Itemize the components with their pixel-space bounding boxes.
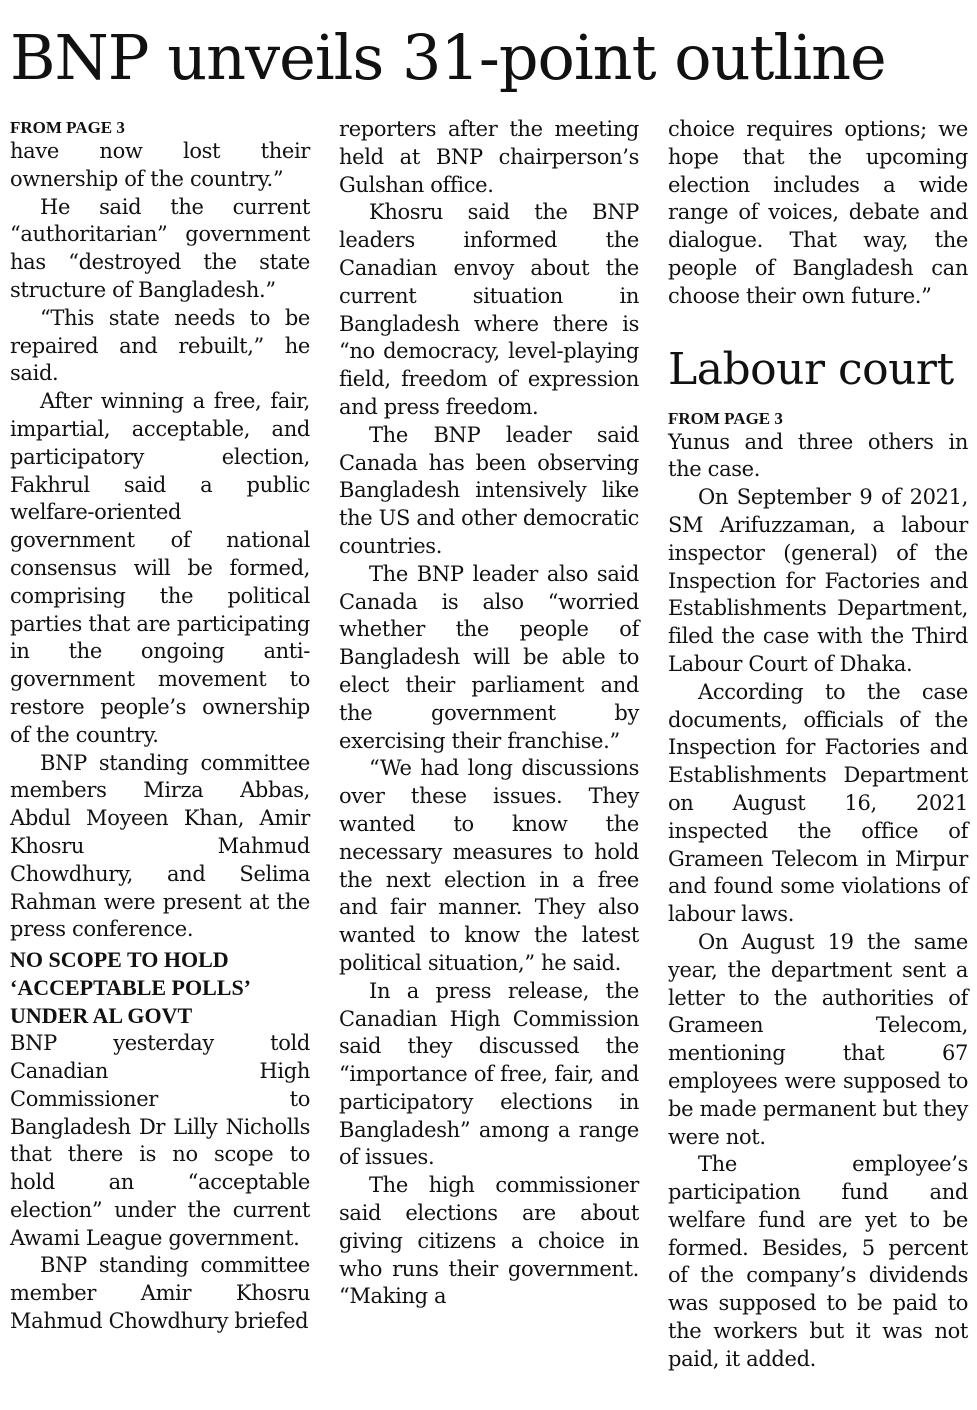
paragraph: BNP yesterday told Canadian High Commissioner to Bangladesh Dr Lilly Nicholls that there is no scope to hold an “acceptable election” under the current Awami League government. bbox=[10, 1031, 310, 1250]
paragraph: The high commissioner said elections are about giving citizens a choice in who runs their government. “Making a bbox=[339, 1173, 639, 1309]
paragraph: BNP standing committee members Mirza Abbas, Abdul Moyeen Khan, Amir Khosru Mahmud Chowdhury, and Selima Rahman were present at the press conference. bbox=[10, 750, 310, 942]
headline: BNP unveils 31-point outline bbox=[10, 21, 886, 94]
kicker-from-page: FROM PAGE 3 bbox=[668, 408, 783, 428]
column-2 bbox=[339, 116, 639, 1311]
paragraph: BNP standing committee member Amir Khosru Mahmud Chowdhury briefed bbox=[10, 1253, 310, 1334]
paragraph: On September 9 of 2021, SM Arifuzzaman, a labour inspector (general) of the Inspection for Factories and Establishments Department, filed the case with the Third Labour Court of Dhaka. bbox=[668, 485, 968, 676]
column-1 bbox=[10, 116, 310, 1336]
paragraph: reporters after the meeting held at BNP chairperson’s Gulshan office. bbox=[339, 117, 639, 197]
kicker-from-page: FROM PAGE 3 bbox=[10, 118, 125, 137]
paragraph: The employee’s participation fund and welfare fund are yet to be formed. Besides, 5 percent of the company’s dividends was supposed to be paid to the workers but it was not paid, it added. bbox=[668, 1152, 968, 1371]
paragraph: In a press release, the Canadian High Commission said they discussed the “importance of free, fair, and participatory elections in Bangladesh” among a range of issues. bbox=[339, 978, 639, 1170]
paragraph: “We had long discussions over these issues. They wanted to know the necessary measures to hold the next election in a free and fair manner. They also wanted to know the latest political situation,” he said. bbox=[339, 756, 639, 975]
paragraph: According to the case documents, officials of the Inspection for Factories and Establishments Department on August 16, 2021 inspected the office of Grameen Telecom in Mirpur and found some violations of labour laws. bbox=[668, 679, 968, 927]
paragraph: After winning a free, fair, impartial, acceptable, and participatory election, Fakhrul said a public welfare-oriented government of national consensus will be formed, comprising the political parties that are participating in the ongoing anti-government movement to restore people’s ownership of the country. bbox=[10, 389, 310, 747]
paragraph: He said the current “authoritarian” government has “destroyed the state structure of Bangladesh.” bbox=[10, 194, 310, 302]
paragraph: The BNP leader said Canada has been observing Bangladesh intensively like the US and other democratic countries. bbox=[339, 422, 639, 558]
paragraph: have now lost their ownership of the country.” bbox=[10, 139, 310, 191]
paragraph: Yunus and three others in the case. bbox=[668, 429, 968, 482]
paragraph: Khosru said the BNP leaders informed the Canadian envoy about the current situation in Bangladesh where there is “no democracy, level-playing field, freedom of expression and press freedom. bbox=[339, 200, 639, 419]
paragraph: “This state needs to be repaired and rebuilt,” he said. bbox=[10, 305, 310, 386]
paragraph: choice requires options; we hope that the upcoming election includes a wide range of voices, debate and dialogue. That way, the people of Bangladesh can choose their own future.” bbox=[668, 117, 968, 308]
section-title-labour-court: Labour court bbox=[668, 343, 954, 395]
paragraph: The BNP leader also said Canada is also “worried whether the people of Bangladesh will be able to elect their parliament and the government by exercising their franchise.” bbox=[339, 561, 639, 753]
subheading: NO SCOPE TO HOLD ‘ACCEPTABLE POLLS’ UNDER AL GOVT bbox=[10, 947, 250, 1029]
column-3 bbox=[668, 116, 968, 1374]
paragraph: On August 19 the same year, the department sent a letter to the authorities of Grameen Telecom, mentioning that 67 employees were supposed to be made permanent but they were not. bbox=[668, 929, 968, 1149]
